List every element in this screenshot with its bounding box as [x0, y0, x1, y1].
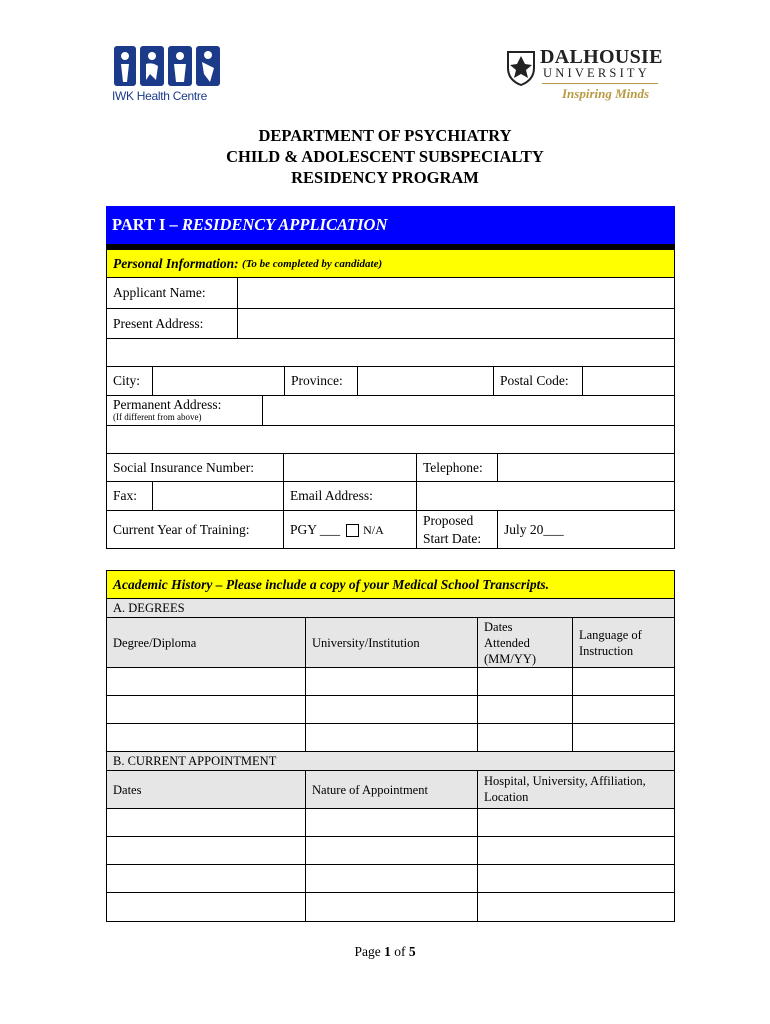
university-header: University/Institution — [312, 635, 420, 650]
appointment-row-3[interactable] — [107, 865, 674, 892]
start-date-field[interactable]: July 20___ — [504, 522, 564, 537]
hospital-header-1: Hospital, University, Affiliation, — [484, 774, 646, 788]
page-current: 1 — [384, 944, 391, 959]
postal-code-label: Postal Code: — [500, 373, 569, 388]
permanent-address-label: Permanent Address: — [113, 397, 222, 412]
dalhousie-crest-icon — [506, 50, 536, 91]
degree-row-3[interactable] — [107, 724, 674, 751]
na-checkbox[interactable] — [346, 524, 359, 537]
appointment-label: B. CURRENT APPOINTMENT — [107, 752, 674, 770]
dalhousie-divider — [542, 83, 658, 84]
dates-header-1: Dates — [484, 620, 513, 634]
academic-heading: Academic History – Please include a copy of your Medical School Transcripts. — [107, 571, 674, 598]
personal-info-heading — [107, 250, 674, 277]
page-total: 5 — [408, 944, 416, 959]
email-field[interactable] — [417, 482, 674, 510]
degree-row-1[interactable] — [107, 668, 674, 695]
pgy-label: PGY ___ — [290, 522, 341, 537]
sin-label: Social Insurance Number: — [113, 459, 254, 475]
page-of: of — [390, 944, 409, 959]
fax-field[interactable] — [153, 482, 283, 510]
personal-info-label: Personal Information: — [113, 255, 239, 271]
iwk-figures-icon — [112, 44, 224, 90]
permanent-address-field[interactable] — [263, 396, 674, 425]
telephone-field[interactable] — [498, 454, 674, 481]
present-address-line2-field[interactable] — [107, 339, 674, 366]
part1-heading — [106, 206, 675, 244]
permanent-address-label-group — [113, 397, 263, 423]
page-prefix: Page — [354, 944, 385, 959]
email-label: Email Address: — [290, 488, 373, 503]
proposed-line1: Proposed — [423, 513, 474, 528]
appointment-nature-header: Nature of Appointment — [312, 782, 428, 797]
iwk-logo-text: IWK Health Centre — [112, 89, 207, 103]
city-field[interactable] — [153, 367, 283, 395]
dalhousie-tagline: Inspiring Minds — [562, 86, 650, 101]
part1-heading-italic: RESIDENCY APPLICATION — [181, 215, 388, 234]
part1-heading-prefix: PART I – — [112, 215, 182, 234]
personal-info-note: (To be completed by candidate) — [242, 257, 383, 270]
proposed-start-label — [423, 512, 493, 548]
page-title-line2: CHILD & ADOLESCENT SUBSPECIALTY — [226, 147, 544, 166]
current-year-label: Current Year of Training: — [113, 522, 250, 537]
appointment-row-4[interactable] — [107, 893, 674, 921]
present-address-label: Present Address: — [113, 315, 204, 331]
appointment-hospital-header — [484, 773, 674, 805]
na-label: N/A — [363, 523, 384, 537]
province-field[interactable] — [358, 367, 493, 395]
applicant-name-field[interactable] — [238, 278, 674, 307]
proposed-line2: Start Date: — [423, 531, 482, 546]
language-header-2: Instruction — [579, 644, 634, 658]
page-title-line1: DEPARTMENT OF PSYCHIATRY — [258, 126, 512, 145]
pgy-group — [284, 511, 416, 549]
applicant-name-label: Applicant Name: — [113, 285, 206, 300]
dates-header-2: Attended — [484, 636, 530, 650]
present-address-field[interactable] — [238, 309, 674, 338]
appointment-row-1[interactable] — [107, 809, 674, 836]
hospital-header-2: Location — [484, 790, 529, 804]
language-header-1: Language of — [579, 628, 642, 642]
city-label: City: — [113, 373, 141, 388]
degree-row-2[interactable] — [107, 696, 674, 723]
appointment-row-2[interactable] — [107, 837, 674, 864]
permanent-address-line2-field[interactable] — [107, 426, 674, 453]
dates-attended-header — [484, 619, 570, 667]
language-header — [579, 627, 673, 659]
dates-header-3: (MM/YY) — [484, 652, 537, 666]
page-title-line3: RESIDENCY PROGRAM — [291, 168, 479, 187]
permanent-address-note: (If different from above) — [113, 412, 202, 422]
fax-label: Fax: — [113, 488, 138, 503]
postal-code-field[interactable] — [583, 367, 674, 395]
degree-header: Degree/Diploma — [113, 635, 197, 650]
page-number — [0, 944, 770, 960]
appointment-dates-header: Dates — [113, 782, 142, 797]
telephone-label: Telephone: — [423, 459, 483, 475]
province-label: Province: — [291, 373, 343, 388]
dalhousie-name: DALHOUSIE — [540, 46, 663, 68]
degrees-label: A. DEGREES — [107, 599, 674, 617]
sin-field[interactable] — [284, 454, 415, 481]
dalhousie-university: UNIVERSITY — [543, 66, 650, 80]
